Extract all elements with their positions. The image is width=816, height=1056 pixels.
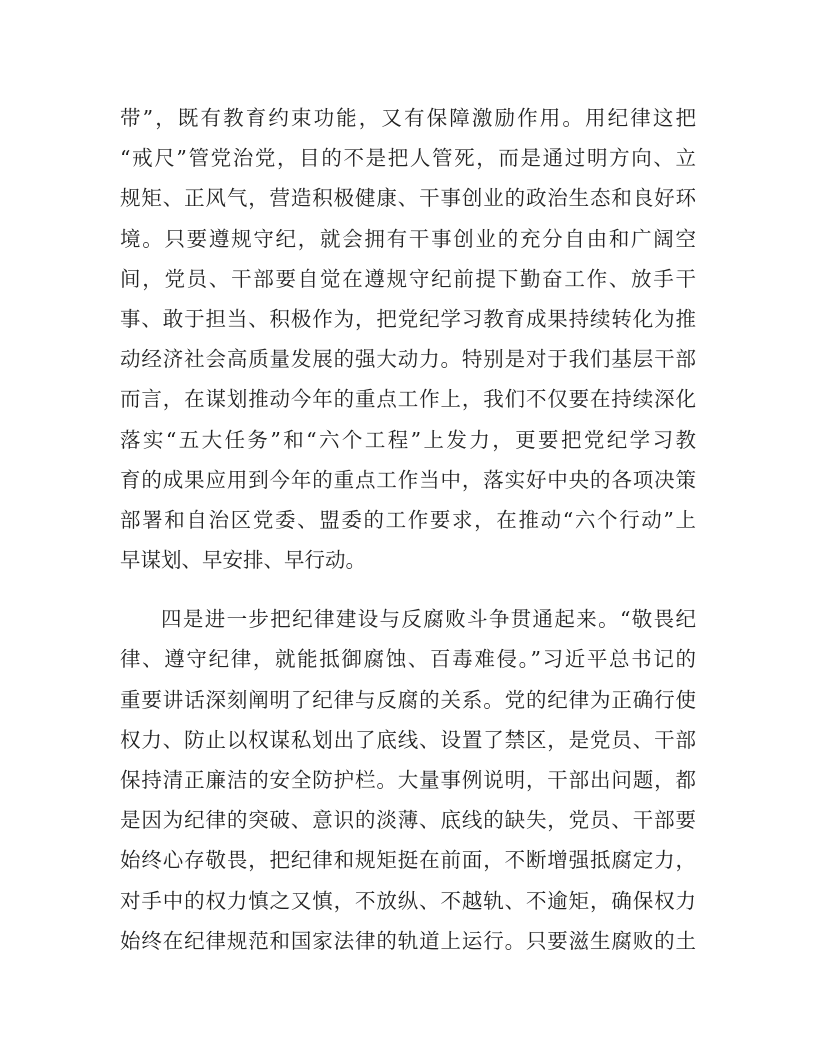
paragraph-1-line: 间，党员、干部要自觉在遵规守纪前提下勤奋工作、放手干	[120, 266, 696, 291]
paragraph-1-line: 带”，既有教育约束功能，又有保障激励作用。用纪律这把	[120, 106, 696, 130]
paragraph-2-line: 是因为纪律的突破、意识的淡薄、底线的缺失，党员、干部要	[120, 808, 696, 833]
paragraph-2-line: 保持清正廉洁的安全防护栏。大量事例说明，干部出问题，都	[120, 768, 696, 792]
paragraph-1-line: 事、敢于担当、积极作为，把党纪学习教育成果持续转化为推	[120, 306, 696, 331]
paragraph-2	[120, 599, 696, 961]
paragraph-1-line: 境。只要遵规守纪，就会拥有干事创业的充分自由和广阔空	[120, 226, 696, 251]
paragraph-gap	[120, 580, 696, 599]
document-body	[120, 98, 696, 961]
paragraph-1	[120, 98, 696, 580]
paragraph-1-line: 规矩、正风气，营造积极健康、干事创业的政治生态和良好环	[120, 186, 696, 211]
paragraph-2-line: 四是进一步把纪律建设与反腐败斗争贯通起来。“敬畏纪	[161, 607, 696, 632]
paragraph-2-line: 对手中的权力慎之又慎，不放纵、不越轨、不逾矩，确保权力	[120, 888, 696, 913]
paragraph-1-line: 部署和自治区党委、盟委的工作要求，在推动“六个行动”上	[120, 507, 696, 532]
paragraph-2-line: 律、遵守纪律，就能抵御腐蚀、百毒难侵。”习近平总书记的	[120, 647, 696, 672]
paragraph-2-line: 始终心存敬畏，把纪律和规矩挺在前面，不断增强抵腐定力，	[120, 848, 696, 873]
paragraph-1-line: 早谋划、早安排、早行动。	[120, 548, 366, 573]
paragraph-1-line: 而言，在谋划推动今年的重点工作上，我们不仅要在持续深化	[120, 387, 696, 412]
paragraph-1-line: 育的成果应用到今年的重点工作当中，落实好中央的各项决策	[120, 467, 696, 492]
paragraph-2-line: 始终在纪律规范和国家法律的轨道上运行。只要滋生腐败的土	[120, 928, 696, 953]
paragraph-2-line: 权力、防止以权谋私划出了底线、设置了禁区，是党员、干部	[120, 727, 696, 752]
paragraph-2-line: 重要讲话深刻阐明了纪律与反腐的关系。党的纪律为正确行使	[120, 687, 696, 712]
paragraph-1-line: 落实“五大任务”和“六个工程”上发力，更要把党纪学习教	[120, 427, 696, 452]
paragraph-1-line: “戒尺”管党治党，目的不是把人管死，而是通过明方向、立	[120, 146, 696, 171]
paragraph-1-line: 动经济社会高质量发展的强大动力。特别是对于我们基层干部	[120, 347, 696, 372]
